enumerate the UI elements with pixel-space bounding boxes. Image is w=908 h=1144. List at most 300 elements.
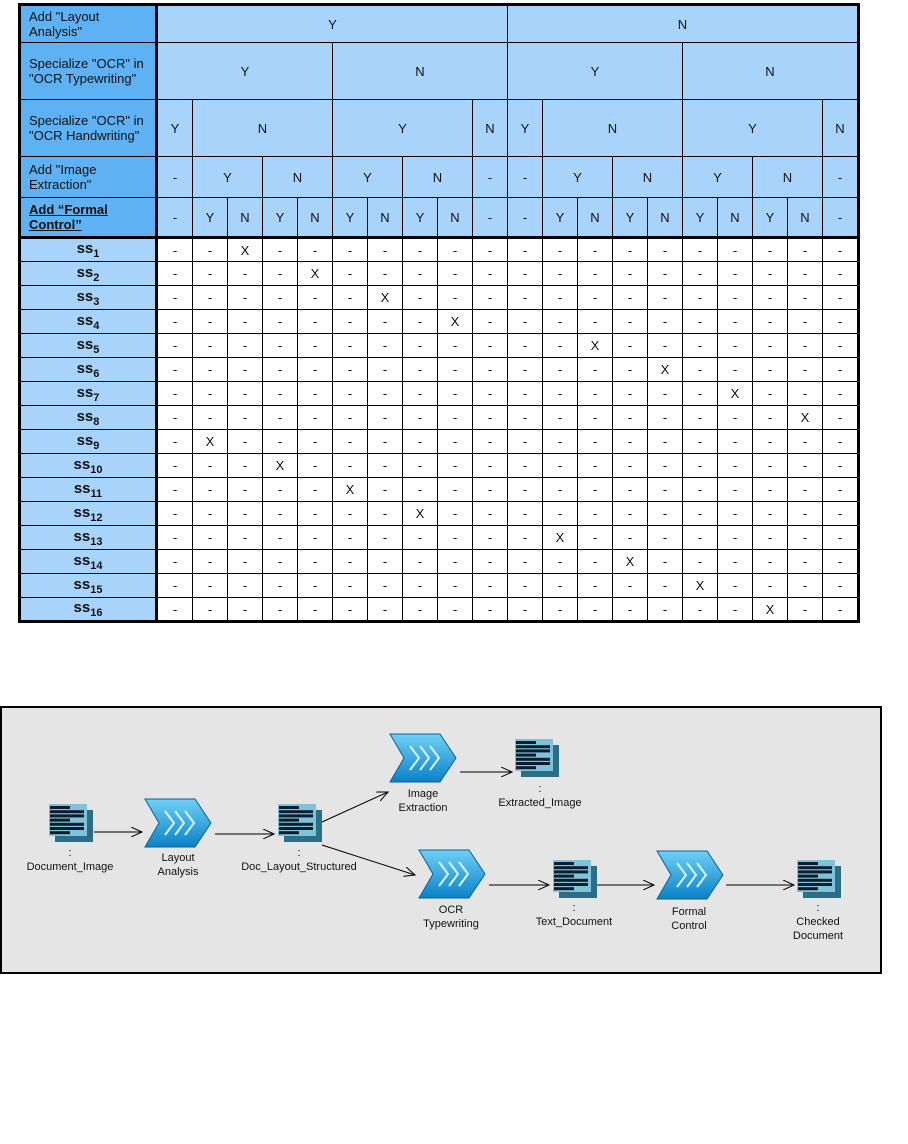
table-cell: - <box>438 406 473 430</box>
row-label <box>20 550 157 574</box>
header-cell: N <box>683 43 859 100</box>
table-cell: - <box>753 382 788 406</box>
table-cell: - <box>333 238 368 262</box>
table-cell: - <box>508 382 543 406</box>
table-cell: - <box>193 406 228 430</box>
table-cell: - <box>403 286 438 310</box>
table-cell: - <box>788 334 823 358</box>
document-icon-checked-document <box>797 860 841 898</box>
table-cell: - <box>508 334 543 358</box>
table-cell: - <box>508 430 543 454</box>
table-cell: - <box>753 286 788 310</box>
table-cell: - <box>753 478 788 502</box>
header-row <box>20 5 859 43</box>
table-cell: - <box>473 502 508 526</box>
table-cell: - <box>823 358 859 382</box>
table-cell: - <box>157 262 193 286</box>
table-cell: - <box>543 598 578 622</box>
image-extraction-label: Image Extraction <box>398 788 448 814</box>
header-cell: N <box>263 157 333 198</box>
table-cell: - <box>718 574 753 598</box>
table-cell: - <box>753 262 788 286</box>
table-cell: - <box>228 478 263 502</box>
table-cell: - <box>718 430 753 454</box>
table-cell: - <box>788 310 823 334</box>
header-cell: - <box>473 157 508 198</box>
table-cell: - <box>578 286 613 310</box>
row-label <box>20 430 157 454</box>
table-cell: - <box>298 550 333 574</box>
table-cell: - <box>648 454 683 478</box>
table-cell: X <box>193 430 228 454</box>
header-row <box>20 198 859 238</box>
document-icon-document-image <box>49 804 93 842</box>
table-cell: - <box>263 382 298 406</box>
table-cell: - <box>508 478 543 502</box>
header-cell: Y <box>543 198 578 238</box>
table-cell: - <box>157 454 193 478</box>
table-cell: - <box>508 358 543 382</box>
extracted-image-label: : Extracted_Image <box>498 783 582 809</box>
table-row <box>20 334 859 358</box>
table-cell: - <box>823 526 859 550</box>
row-label <box>20 598 157 622</box>
header-cell: Y <box>543 157 613 198</box>
table-cell: - <box>648 406 683 430</box>
table-cell: - <box>157 550 193 574</box>
table-cell: - <box>718 478 753 502</box>
header-cell: N <box>438 198 473 238</box>
table-cell: - <box>753 574 788 598</box>
table-cell: - <box>753 502 788 526</box>
table-cell: - <box>543 358 578 382</box>
table-cell: - <box>788 238 823 262</box>
header-label: Add "Image Extraction" <box>20 157 157 198</box>
table-cell: - <box>263 574 298 598</box>
row-label <box>20 382 157 406</box>
table-cell: - <box>263 526 298 550</box>
table-row <box>20 430 859 454</box>
row-name: ss <box>73 479 91 497</box>
row-subscript: 10 <box>90 463 103 476</box>
header-cell: N <box>543 100 683 157</box>
header-cell: N <box>508 5 859 43</box>
table-cell: - <box>578 382 613 406</box>
table-cell: - <box>228 526 263 550</box>
table-cell: - <box>403 598 438 622</box>
table-cell: - <box>403 382 438 406</box>
row-subscript: 2 <box>93 271 100 284</box>
table-cell: - <box>823 454 859 478</box>
table-cell: - <box>438 598 473 622</box>
table-cell: X <box>648 358 683 382</box>
row-name: ss <box>76 431 94 449</box>
table-cell: - <box>683 358 718 382</box>
header-label: Specialize "OCR" in "OCR Typewriting" <box>20 43 157 100</box>
table-cell: - <box>718 502 753 526</box>
table-cell: - <box>823 574 859 598</box>
row-label <box>20 454 157 478</box>
table-cell: - <box>613 238 648 262</box>
arrow <box>322 792 388 822</box>
table-row <box>20 382 859 406</box>
header-cell: - <box>823 157 859 198</box>
table-cell: - <box>438 382 473 406</box>
table-row <box>20 526 859 550</box>
table-cell: - <box>157 286 193 310</box>
table-cell: - <box>718 454 753 478</box>
table-cell: - <box>823 286 859 310</box>
row-label <box>20 502 157 526</box>
header-cell: - <box>157 198 193 238</box>
table-cell: - <box>333 454 368 478</box>
table-cell: - <box>683 550 718 574</box>
table-cell: X <box>333 478 368 502</box>
table-cell: - <box>613 526 648 550</box>
table-cell: - <box>683 430 718 454</box>
table-cell: - <box>683 478 718 502</box>
table-cell: - <box>193 286 228 310</box>
table-cell: - <box>263 238 298 262</box>
table-cell: - <box>788 598 823 622</box>
table-cell: - <box>298 238 333 262</box>
table-cell: - <box>683 382 718 406</box>
table-cell: - <box>228 310 263 334</box>
row-name: ss <box>73 527 91 545</box>
table-row <box>20 310 859 334</box>
doc-layout-structured-label: : Doc_Layout_Structured <box>241 847 357 873</box>
row-subscript: 5 <box>93 343 100 356</box>
text-document-label: : Text_Document <box>535 902 613 928</box>
table-cell: - <box>333 550 368 574</box>
table-cell: - <box>333 382 368 406</box>
table-row <box>20 262 859 286</box>
table-cell: - <box>578 310 613 334</box>
table-cell: - <box>648 310 683 334</box>
table-cell: - <box>788 286 823 310</box>
row-subscript: 9 <box>93 439 100 452</box>
table-cell: - <box>753 406 788 430</box>
row-label <box>20 358 157 382</box>
table-cell: - <box>753 358 788 382</box>
table-cell: - <box>438 550 473 574</box>
table-cell: - <box>263 478 298 502</box>
row-label <box>20 526 157 550</box>
table-cell: - <box>263 430 298 454</box>
table-cell: X <box>683 574 718 598</box>
table-cell: - <box>368 574 403 598</box>
process-icon-image-extraction <box>390 734 456 782</box>
header-cell: - <box>508 157 543 198</box>
table-cell: - <box>648 262 683 286</box>
table-cell: - <box>753 550 788 574</box>
row-name: ss <box>73 455 91 473</box>
table-cell: - <box>648 478 683 502</box>
header-cell: Y <box>683 100 823 157</box>
table-cell: - <box>298 502 333 526</box>
table-cell: - <box>578 454 613 478</box>
table-cell: - <box>298 526 333 550</box>
table-cell: - <box>578 598 613 622</box>
row-label <box>20 310 157 334</box>
table-cell: - <box>438 526 473 550</box>
table-cell: - <box>228 550 263 574</box>
table-cell: - <box>648 598 683 622</box>
table-cell: - <box>823 334 859 358</box>
row-subscript: 16 <box>90 607 103 619</box>
document-icon-doc-layout-structured <box>278 804 322 842</box>
table-cell: - <box>473 310 508 334</box>
table-cell: - <box>788 550 823 574</box>
table-cell: - <box>157 574 193 598</box>
table-cell: - <box>508 598 543 622</box>
diagram-canvas <box>2 708 880 972</box>
ocr-typewriting-label: OCR Typewriting <box>423 904 479 930</box>
table-cell: - <box>788 478 823 502</box>
table-cell: - <box>263 286 298 310</box>
table-cell: - <box>508 502 543 526</box>
table-cell: - <box>333 598 368 622</box>
table-cell: - <box>508 550 543 574</box>
header-cell: Y <box>508 43 683 100</box>
table-cell: - <box>753 526 788 550</box>
table-cell: - <box>683 238 718 262</box>
table-cell: - <box>718 358 753 382</box>
header-cell: N <box>578 198 613 238</box>
header-cell: N <box>368 198 403 238</box>
table-cell: - <box>648 238 683 262</box>
table-cell: - <box>473 334 508 358</box>
table-cell: - <box>368 454 403 478</box>
table-cell: - <box>333 334 368 358</box>
table-cell: - <box>613 262 648 286</box>
table-cell: - <box>578 478 613 502</box>
process-icon-formal-control <box>657 851 723 899</box>
table-cell: - <box>298 430 333 454</box>
table-cell: - <box>788 382 823 406</box>
table-cell: - <box>368 238 403 262</box>
table-cell: - <box>157 406 193 430</box>
table-cell: - <box>473 526 508 550</box>
header-cell: Y <box>753 198 788 238</box>
process-icon-layout-analysis <box>145 799 211 847</box>
table-cell: - <box>683 526 718 550</box>
table-cell: - <box>648 574 683 598</box>
row-label <box>20 286 157 310</box>
table-cell: - <box>438 502 473 526</box>
header-cell: Y <box>508 100 543 157</box>
table-cell: - <box>193 550 228 574</box>
table-cell: - <box>613 286 648 310</box>
table-cell: - <box>543 430 578 454</box>
header-cell: Y <box>333 157 403 198</box>
table-cell: - <box>753 310 788 334</box>
table-cell: - <box>228 262 263 286</box>
header-cell: N <box>403 157 473 198</box>
table-cell: - <box>438 574 473 598</box>
table-cell: - <box>578 502 613 526</box>
row-subscript: 6 <box>93 367 100 380</box>
row-subscript: 4 <box>93 319 100 332</box>
table-cell: X <box>368 286 403 310</box>
header-label: Add “Formal Control” <box>20 198 157 238</box>
header-row <box>20 157 859 198</box>
process-icon-ocr-typewriting <box>419 850 485 898</box>
formal-control-label: Formal Control <box>671 906 707 932</box>
table-cell: - <box>613 598 648 622</box>
header-cell: N <box>753 157 823 198</box>
table-cell: - <box>298 310 333 334</box>
header-cell: N <box>788 198 823 238</box>
row-label <box>20 262 157 286</box>
row-name: ss <box>73 575 91 593</box>
table-cell: - <box>753 430 788 454</box>
table-cell: - <box>157 478 193 502</box>
table-cell: - <box>263 406 298 430</box>
table-cell: - <box>648 550 683 574</box>
table-cell: - <box>473 574 508 598</box>
table-cell: - <box>157 430 193 454</box>
header-cell: - <box>157 157 193 198</box>
table-cell: - <box>473 598 508 622</box>
table-cell: X <box>228 238 263 262</box>
table-cell: - <box>403 406 438 430</box>
table-cell: - <box>193 598 228 622</box>
table-cell: X <box>718 382 753 406</box>
table-cell: - <box>228 406 263 430</box>
table-cell: - <box>368 382 403 406</box>
table-cell: - <box>403 430 438 454</box>
table-cell: - <box>613 358 648 382</box>
row-subscript: 7 <box>93 391 100 404</box>
table-row <box>20 286 859 310</box>
table-cell: - <box>578 406 613 430</box>
table-cell: - <box>613 502 648 526</box>
table-cell: - <box>157 382 193 406</box>
table-cell: X <box>753 598 788 622</box>
header-cell: N <box>193 100 333 157</box>
table-cell: - <box>473 550 508 574</box>
table-cell: - <box>788 358 823 382</box>
table-cell: - <box>157 238 193 262</box>
table-cell: - <box>193 502 228 526</box>
table-cell: - <box>368 550 403 574</box>
table-cell: - <box>683 334 718 358</box>
header-cell: Y <box>333 100 473 157</box>
table-cell: - <box>403 358 438 382</box>
table-cell: - <box>753 238 788 262</box>
row-name: ss <box>76 359 94 377</box>
header-cell: N <box>298 198 333 238</box>
row-name: ss <box>73 551 91 569</box>
header-cell: Y <box>193 157 263 198</box>
table-cell: - <box>823 310 859 334</box>
table-cell: - <box>613 454 648 478</box>
row-subscript: 1 <box>93 248 100 260</box>
table-cell: X <box>263 454 298 478</box>
table-row <box>20 598 859 622</box>
table-cell: - <box>228 286 263 310</box>
table-cell: - <box>788 502 823 526</box>
table-cell: - <box>578 262 613 286</box>
document-icon-text-document <box>553 860 597 898</box>
table-cell: - <box>298 454 333 478</box>
header-cell: N <box>333 43 508 100</box>
table-cell: - <box>368 358 403 382</box>
table-cell: - <box>578 238 613 262</box>
header-cell: N <box>613 157 683 198</box>
row-name: ss <box>76 335 94 353</box>
table-cell: - <box>333 358 368 382</box>
table-cell: X <box>543 526 578 550</box>
table-cell: - <box>578 550 613 574</box>
table-cell: - <box>193 454 228 478</box>
table-cell: - <box>333 574 368 598</box>
table-cell: - <box>473 262 508 286</box>
table-cell: - <box>788 454 823 478</box>
table-cell: - <box>543 310 578 334</box>
table-row <box>20 550 859 574</box>
table-cell: - <box>648 430 683 454</box>
table-cell: - <box>333 310 368 334</box>
row-subscript: 14 <box>90 559 103 572</box>
table-row <box>20 358 859 382</box>
header-row <box>20 43 859 100</box>
row-name: ss <box>76 240 94 257</box>
header-cell: Y <box>613 198 648 238</box>
table-cell: - <box>508 238 543 262</box>
table-cell: - <box>578 430 613 454</box>
table-cell: - <box>578 526 613 550</box>
table-cell: - <box>613 574 648 598</box>
table-cell: - <box>368 262 403 286</box>
workflow-diagram <box>0 706 882 974</box>
table-cell: - <box>508 454 543 478</box>
table-cell: - <box>543 382 578 406</box>
table-cell: - <box>403 334 438 358</box>
table-cell: - <box>648 502 683 526</box>
table-cell: - <box>228 358 263 382</box>
table-cell: - <box>788 574 823 598</box>
row-label <box>20 406 157 430</box>
table-cell: - <box>298 574 333 598</box>
table-cell: - <box>683 262 718 286</box>
table-cell: - <box>473 358 508 382</box>
table-cell: - <box>613 310 648 334</box>
table-cell: - <box>298 478 333 502</box>
table-cell: - <box>718 526 753 550</box>
header-cell: Y <box>157 5 508 43</box>
table-cell: X <box>403 502 438 526</box>
document-image-label: : Document_Image <box>26 847 114 873</box>
table-cell: - <box>473 454 508 478</box>
table-row <box>20 502 859 526</box>
table-cell: - <box>718 334 753 358</box>
row-name: ss <box>76 263 94 281</box>
table-cell: - <box>543 238 578 262</box>
header-cell: Y <box>333 198 368 238</box>
table-cell: - <box>403 238 438 262</box>
table-cell: - <box>543 286 578 310</box>
table-cell: - <box>438 334 473 358</box>
table-row <box>20 454 859 478</box>
table-cell: - <box>683 598 718 622</box>
checked-document-label: : Checked Document <box>792 902 844 942</box>
table-cell: - <box>438 238 473 262</box>
table-cell: - <box>648 526 683 550</box>
table-cell: - <box>438 286 473 310</box>
table-cell: - <box>298 406 333 430</box>
